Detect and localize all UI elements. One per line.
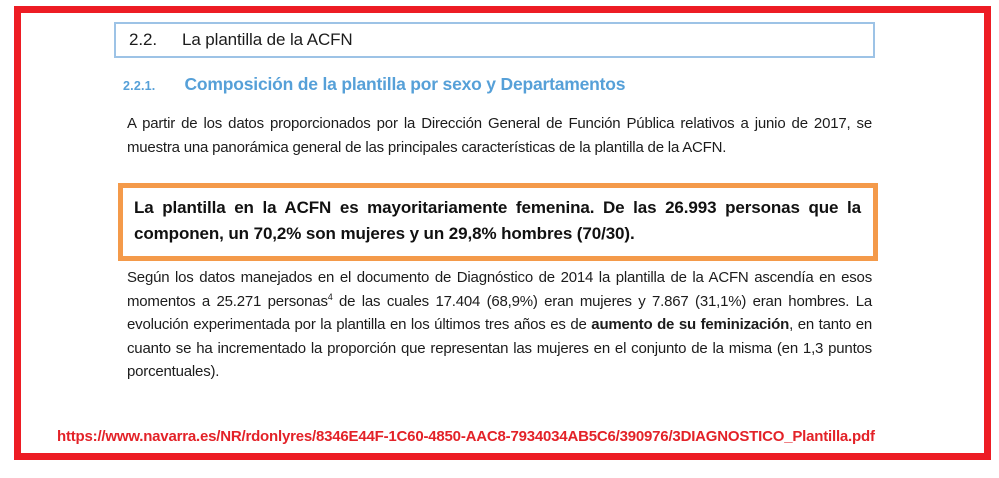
intro-paragraph: A partir de los datos proporcionados por la Dirección General de Función Pública relativos a junio de 2017, se muestra una panorámica general de las principales características de la plantilla de la ACFN.	[127, 115, 872, 156]
detail-text-1: Según los datos manejados en el documento de Diagnóstico de 2014 la plantilla de la ACFN ascendía en esos momentos a 25.271 personas	[127, 269, 872, 310]
subsection-title: Composición de la plantilla por sexo y Departamentos	[184, 74, 626, 94]
subsection-number: 2.2.1.	[123, 79, 156, 93]
section-heading-box	[114, 22, 875, 58]
highlight-callout-box	[118, 183, 878, 261]
section-title: La plantilla de la ACFN	[181, 30, 353, 49]
detail-text-2: de las cuales 17.404 (68,9%) eran mujeres y 7.867 (31,1%) eran hombres. La evolución experimentada por la plantilla en los últimos tres años es de	[127, 292, 872, 333]
footnote-marker: 4	[327, 291, 333, 302]
source-url-link[interactable]: https://www.navarra.es/NR/rdonlyres/8346E44F-1C60-4850-AAC8-7934034AB5C6/390976/3DIAGNOSTICO_Plantilla.pdf	[57, 428, 875, 445]
subsection-heading	[123, 74, 625, 95]
highlight-text: La plantilla en la ACFN es mayoritariamente femenina. De las 26.993 personas que la componen, un 70,2% son mujeres y un 29,8% hombres (70/30).	[134, 198, 861, 243]
detail-text-3: , en tanto en cuanto se ha incrementado la proporción que representan las mujeres en el conjunto de la misma (en 1,3 puntos porcentuales).	[127, 316, 872, 380]
detail-bold-phrase: aumento de su feminización	[591, 316, 790, 333]
detail-paragraph	[127, 266, 872, 384]
section-number: 2.2.	[129, 30, 157, 49]
